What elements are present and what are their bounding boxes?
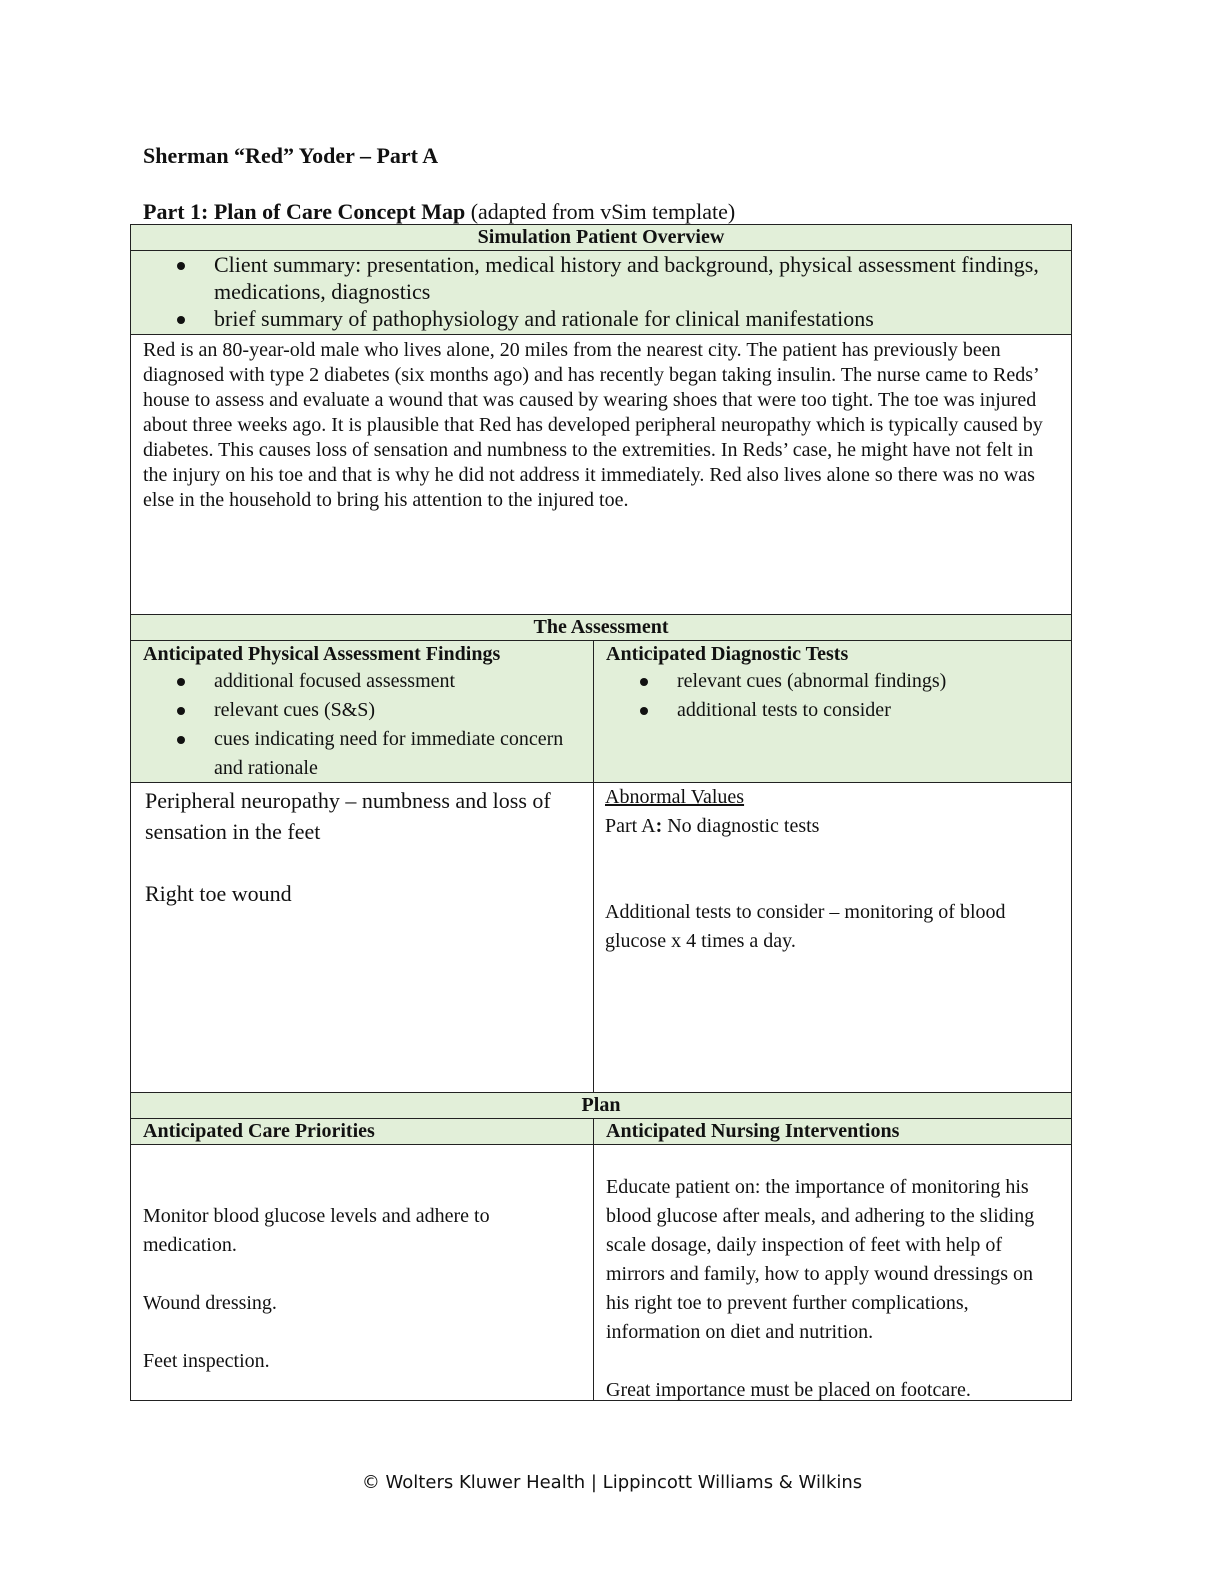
priority-item: Wound dressing.	[143, 1292, 277, 1314]
document-title: Sherman “Red” Yoder – Part A	[143, 143, 439, 168]
overview-bullet: Client summary: presentation, medical history and background, physical assessment findings, medications, diagnostics	[131, 251, 1071, 305]
overview-prompts	[131, 251, 1071, 335]
part-heading-bold: Part 1: Plan of Care Concept Map	[143, 199, 466, 224]
physical-findings	[131, 783, 593, 909]
abnormal-values-label: Abnormal Values	[605, 786, 745, 808]
nursing-interventions-header-cell	[594, 1119, 1071, 1144]
prompt-bullet: relevant cues (abnormal findings)	[594, 667, 1071, 696]
physical-assessment-prompts	[131, 667, 593, 783]
part-heading-normal: (adapted from vSim template)	[465, 199, 736, 224]
care-priorities-header-cell	[131, 1119, 594, 1144]
physical-assessment-header: Anticipated Physical Assessment Findings	[143, 643, 501, 665]
assessment-subheader-row	[131, 641, 1071, 783]
overview-bullet: brief summary of pathophysiology and rationale for clinical manifestations	[131, 305, 1071, 332]
assessment-header: The Assessment	[131, 615, 1071, 641]
finding-text: Right toe wound	[145, 881, 292, 906]
prompt-bullet: cues indicating need for immediate concern and rationale	[131, 725, 593, 783]
overview-header: Simulation Patient Overview	[131, 225, 1071, 251]
physical-assessment-header-cell	[131, 641, 594, 782]
copyright-footer: © Wolters Kluwer Health | Lippincott Williams & Wilkins	[361, 1472, 863, 1493]
additional-tests-text: Additional tests to consider – monitoring of blood glucose x 4 times a day.	[605, 901, 1006, 952]
plan-header: Plan	[131, 1093, 1071, 1119]
prompt-bullet: relevant cues (S&S)	[131, 696, 593, 725]
part-a-value: No diagnostic tests	[662, 815, 820, 837]
part-a-colon: :	[655, 815, 663, 837]
care-priorities	[131, 1145, 593, 1376]
prompt-bullet: additional focused assessment	[131, 667, 593, 696]
finding-text: Peripheral neuropathy – numbness and loss of sensation in the feet	[145, 788, 551, 844]
plan-subheader-row	[131, 1119, 1071, 1145]
overview-bullet-list	[131, 251, 1071, 332]
nursing-interventions	[594, 1145, 1071, 1405]
diagnostic-tests-header: Anticipated Diagnostic Tests	[606, 643, 849, 665]
priority-item: Monitor blood glucose levels and adhere to medication.	[143, 1205, 490, 1256]
plan-content-row	[131, 1145, 1071, 1400]
nursing-interventions-cell	[594, 1145, 1071, 1400]
intervention-paragraph: Educate patient on: the importance of monitoring his blood glucose after meals, and adhering to the sliding scale dosage, daily inspection of feet with help of mirrors and family, how to apply wound dressings on his right toe to prevent further complications, information on diet and nutrition.	[606, 1176, 1035, 1343]
concept-map-table	[130, 224, 1072, 1401]
overview-summary-cell	[131, 335, 1071, 615]
assessment-content-row	[131, 783, 1071, 1093]
nursing-interventions-header: Anticipated Nursing Interventions	[606, 1120, 900, 1142]
diagnostic-values	[594, 783, 1071, 956]
care-priorities-header: Anticipated Care Priorities	[143, 1120, 375, 1142]
physical-findings-cell	[131, 783, 594, 1092]
intervention-paragraph: Great importance must be placed on footcare.	[606, 1379, 971, 1401]
part-a-line	[605, 812, 1071, 841]
priority-item: Feet inspection.	[143, 1350, 270, 1372]
diagnostic-tests-prompts	[594, 667, 1071, 725]
diagnostic-tests-header-cell	[594, 641, 1071, 782]
prompt-bullet: additional tests to consider	[594, 696, 1071, 725]
diagnostic-values-cell	[594, 783, 1071, 1092]
part-heading	[143, 199, 735, 225]
care-priorities-cell	[131, 1145, 594, 1400]
part-a-label: Part A	[605, 815, 656, 837]
patient-summary-text: Red is an 80-year-old male who lives alone, 20 miles from the nearest city. The patient has previously been diagnosed with type 2 diabetes (six months ago) and has recently began taking insulin. The nurse came to Reds’ house to assess and evaluate a wound that was caused by wearing shoes that were too tight. The toe was injured about three weeks ago. It is plausible that Red has developed peripheral neuropathy which is typically caused by diabetes. This causes loss of sensation and numbness to the extremities. In Reds’ case, he might have not felt in the injury on his toe and that is why he did not address it immediately. Red also lives alone so there was no was else in the household to bring his attention to the injured toe.	[143, 339, 1043, 511]
